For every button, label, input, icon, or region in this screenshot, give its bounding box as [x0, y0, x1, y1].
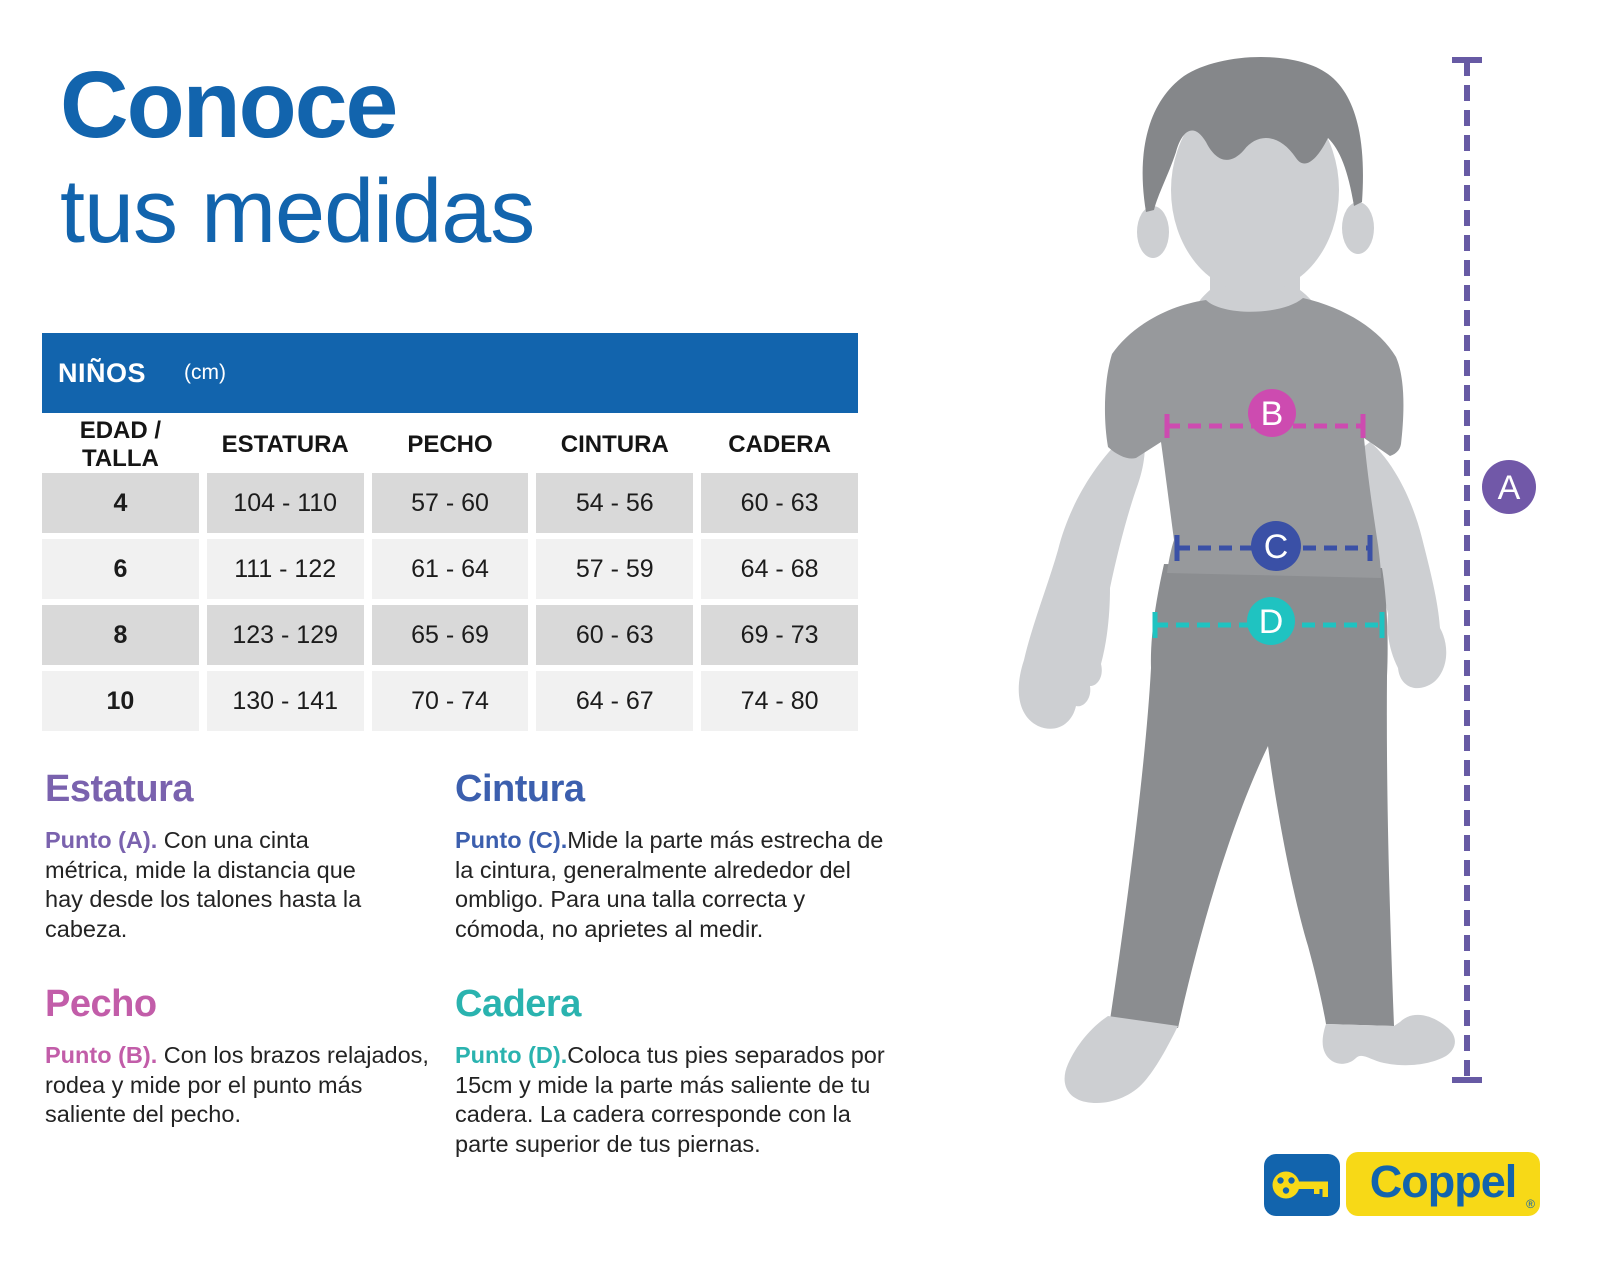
coppel-wordmark: [1346, 1152, 1540, 1216]
cell-estatura: 104 - 110: [207, 473, 364, 533]
badge-d: [1247, 597, 1295, 645]
section-pecho-text: [45, 1041, 445, 1130]
table-row: [42, 671, 858, 731]
col-header-pecho: PECHO: [407, 431, 493, 458]
badge-b: [1248, 389, 1296, 437]
coppel-key-logo: [1264, 1154, 1340, 1216]
registered-mark: ®: [1526, 1197, 1535, 1211]
cell-cintura: 64 - 67: [536, 671, 693, 731]
badge-c-label: C: [1263, 528, 1289, 566]
size-table: [42, 333, 858, 731]
section-cadera-body: Coloca tus pies separados por 15cm y mide la parte más saliente de tu cadera. La cadera corresponde con la parte superior de tus piernas.: [455, 1042, 885, 1157]
badge-a: [1482, 460, 1536, 514]
point-a-label: Punto (A).: [45, 827, 158, 853]
cell-cadera: 64 - 68: [701, 539, 858, 599]
table-row: [42, 539, 858, 599]
section-pecho-title: Pecho: [45, 983, 157, 1025]
badge-d-label: D: [1258, 603, 1284, 641]
cell-estatura: 130 - 141: [207, 671, 364, 731]
section-cadera: [455, 983, 885, 1159]
section-cintura-body: Mide la parte más estrecha de la cintura, generalmente alrededor del ombligo. Para una talla correcta y cómoda, no aprietes al medir.: [455, 827, 884, 942]
section-estatura-body: Con una cinta métrica, mide la distancia que hay desde los talones hasta la cabeza.: [45, 827, 362, 942]
cell-age: 4: [42, 473, 199, 533]
cell-age: 8: [42, 605, 199, 665]
col-header-cintura: CINTURA: [560, 431, 669, 458]
left-ear: [1137, 206, 1169, 258]
table-row: [42, 473, 858, 533]
section-pecho: [45, 983, 445, 1130]
section-cadera-text: [455, 1041, 885, 1159]
col-header-estatura: ESTATURA: [221, 431, 349, 458]
point-c-label: Punto (C).: [455, 827, 568, 853]
title-line2: tus medidas: [60, 162, 535, 262]
table-unit: (cm): [184, 361, 226, 384]
cell-cintura: 60 - 63: [536, 605, 693, 665]
badge-b-label: B: [1260, 395, 1284, 433]
cell-cintura: 54 - 56: [536, 473, 693, 533]
cell-cadera: 60 - 63: [701, 473, 858, 533]
cell-cadera: 74 - 80: [701, 671, 858, 731]
title-line1: Conoce: [60, 52, 397, 158]
cell-cintura: 57 - 59: [536, 539, 693, 599]
right-ear: [1342, 202, 1374, 254]
table-column-headers: [42, 417, 858, 472]
table-header-bar: [42, 333, 858, 413]
table-title: NIÑOS: [58, 357, 147, 388]
cell-cadera: 69 - 73: [701, 605, 858, 665]
cell-age: 10: [42, 671, 199, 731]
badge-c: [1251, 521, 1301, 571]
section-cintura: [455, 768, 885, 944]
section-estatura-title: Estatura: [45, 768, 194, 810]
col-header-cadera: CADERA: [728, 431, 831, 458]
section-cadera-title: Cadera: [455, 983, 581, 1025]
cell-pecho: 65 - 69: [372, 605, 529, 665]
table-row: [42, 605, 858, 665]
cell-pecho: 70 - 74: [372, 671, 529, 731]
col-header-edad-talla: EDAD / TALLA: [79, 417, 162, 472]
cell-pecho: 61 - 64: [372, 539, 529, 599]
cell-estatura: 123 - 129: [207, 605, 364, 665]
section-cintura-title: Cintura: [455, 768, 585, 810]
badge-a-label: A: [1497, 469, 1521, 507]
body-measurement-figure: [960, 40, 1560, 1120]
coppel-brand-text: Coppel: [1369, 1156, 1517, 1207]
section-cintura-text: [455, 826, 885, 944]
child-silhouette-diagram: [960, 40, 1560, 1120]
section-estatura-text: [45, 826, 393, 944]
section-pecho-body: Con los brazos relajados, rodea y mide por el punto más saliente del pecho.: [45, 1042, 429, 1127]
page-title: [60, 52, 535, 262]
key-icon: [1264, 1154, 1340, 1216]
left-arm: [1019, 440, 1145, 729]
cell-age: 6: [42, 539, 199, 599]
section-estatura: [45, 768, 393, 944]
cell-estatura: 111 - 122: [207, 539, 364, 599]
height-line-a: [1452, 60, 1482, 1080]
cell-pecho: 57 - 60: [372, 473, 529, 533]
left-foot: [1065, 1016, 1178, 1103]
point-b-label: Punto (B).: [45, 1042, 158, 1068]
point-d-label: Punto (D).: [455, 1042, 568, 1068]
